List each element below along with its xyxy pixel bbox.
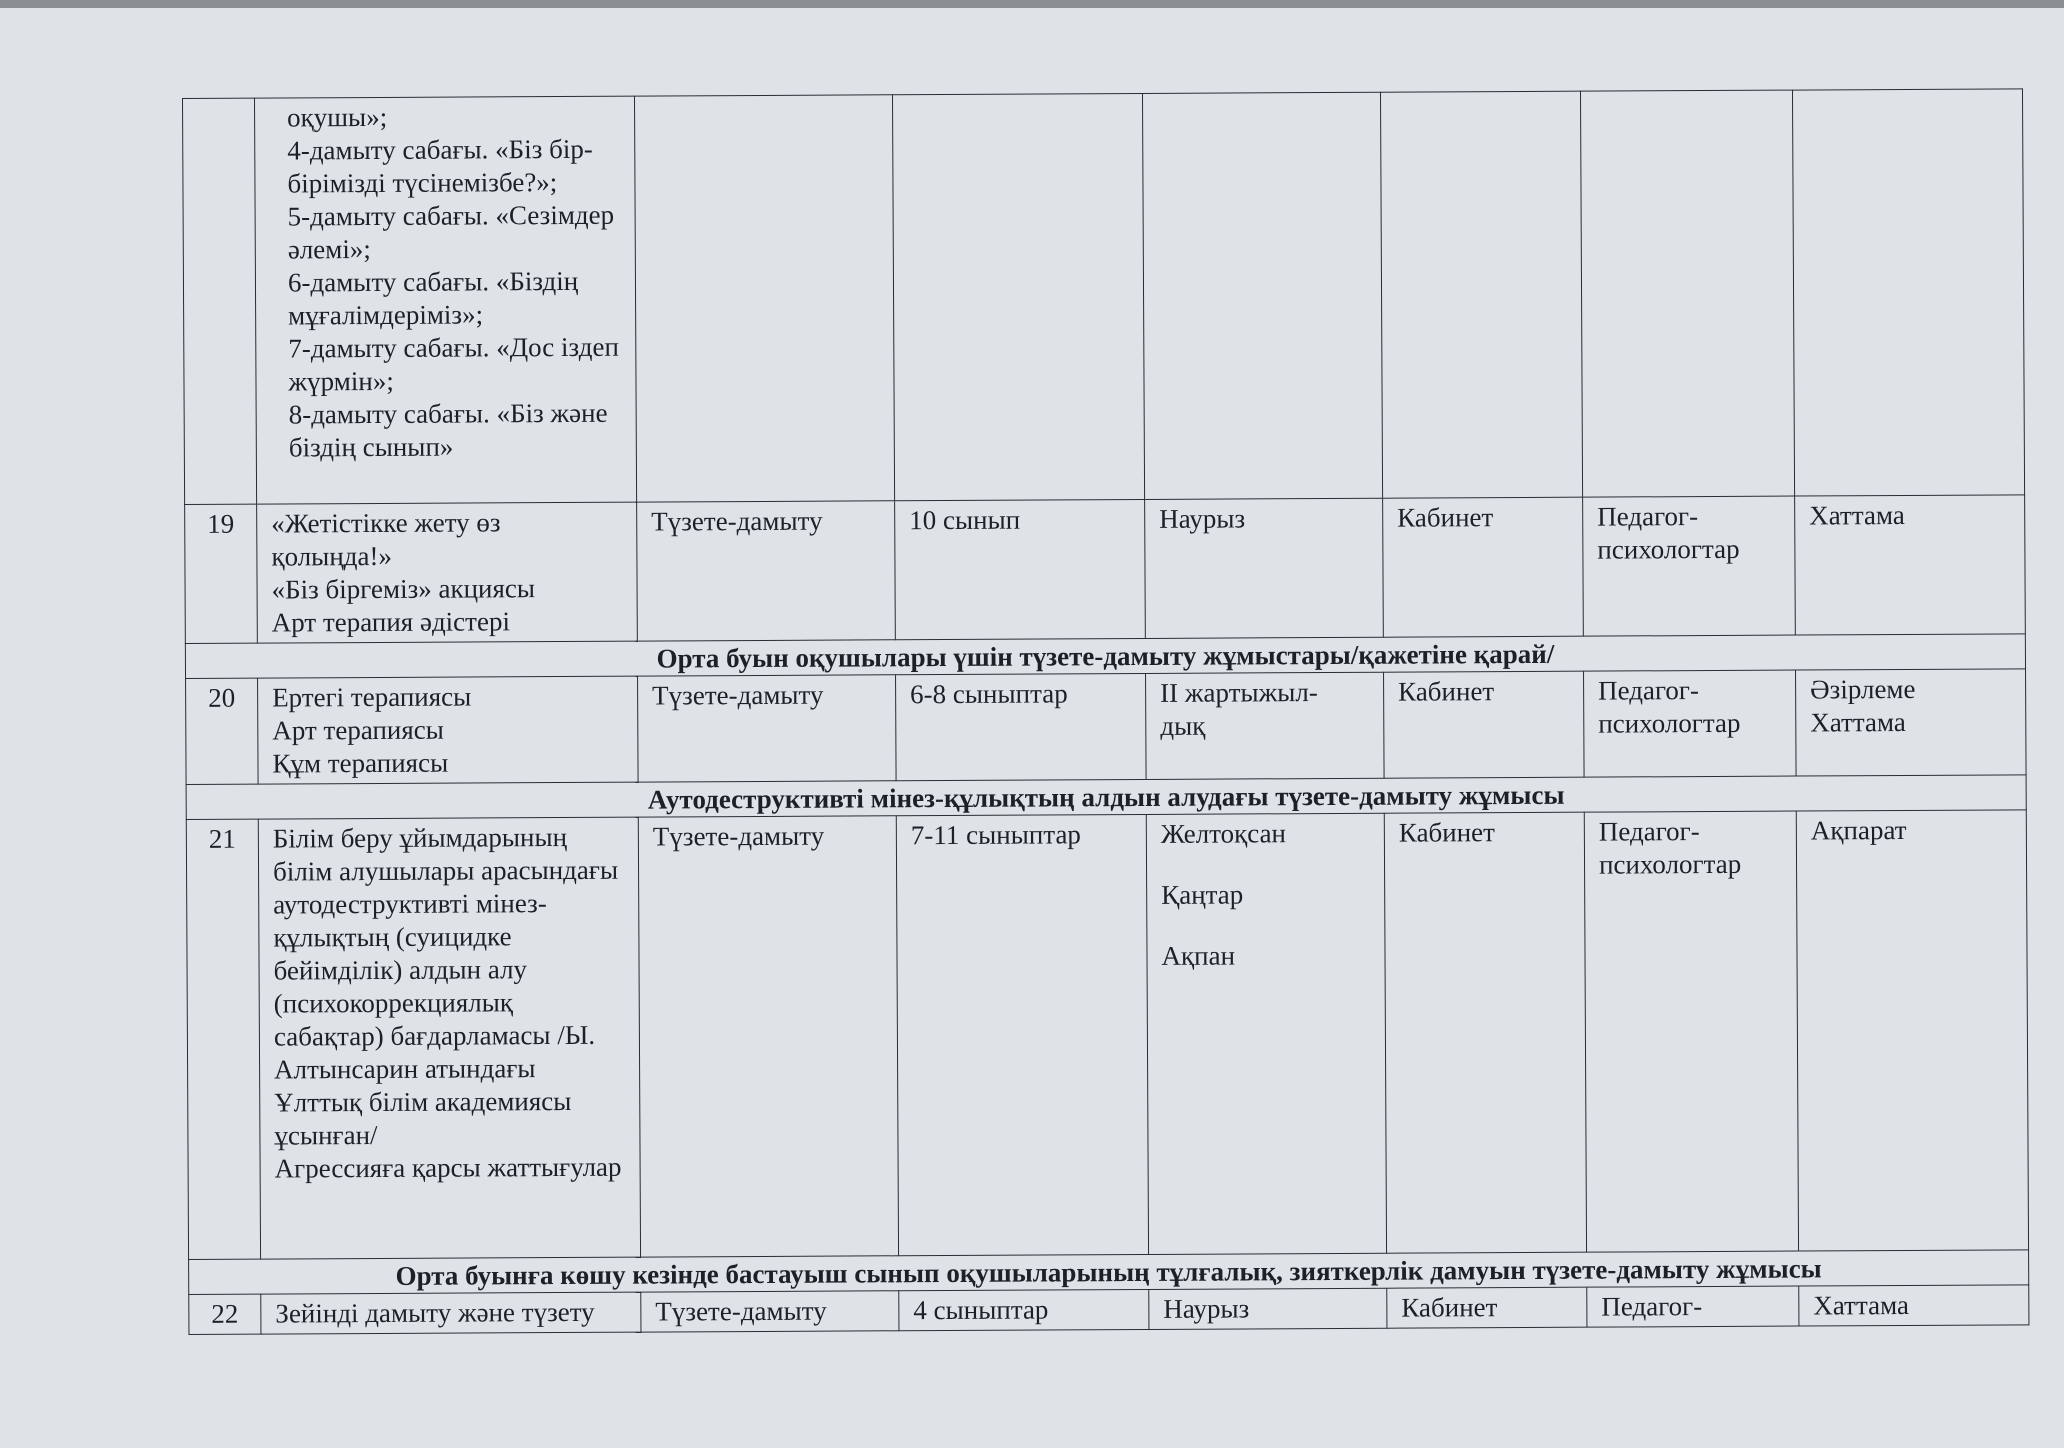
- responsible-cell: Педагог- психологтар: [1584, 670, 1797, 777]
- period-item: Желтоқсан: [1160, 818, 1287, 849]
- type-cell: [634, 95, 894, 502]
- section-heading: Аутодеструктивті мінез-құлықтың алдын алудағы түзете-дамыту жұмысы: [186, 775, 2026, 820]
- table-row: [186, 669, 2027, 785]
- period-cell: ІІ жартыжыл- дық: [1146, 672, 1385, 779]
- result-cell: Ақпарат: [1796, 810, 2028, 1251]
- result-cell: [1792, 89, 2024, 496]
- participants-cell: [892, 93, 1144, 500]
- place-cell: Кабинет: [1383, 497, 1584, 637]
- plan-table: [182, 88, 2029, 1335]
- table-row: [186, 810, 2028, 1260]
- place-cell: Кабинет: [1387, 1287, 1587, 1328]
- content-cell: Зейінді дамыту және түзету: [261, 1292, 641, 1334]
- section-heading: Орта буын оқушылары үшін түзете-дамыту жұмыстары/қажетіне қарай/: [185, 634, 2025, 679]
- table-row: [185, 495, 2026, 644]
- row-number-cell: 19: [185, 504, 258, 643]
- type-cell: Түзете-дамыту: [637, 501, 896, 641]
- table-row: [183, 89, 2025, 505]
- responsible-cell: Педагог- психологтар: [1584, 811, 1798, 1252]
- period-item: Ақпан: [1161, 940, 1236, 971]
- place-cell: Кабинет: [1384, 812, 1586, 1253]
- result-cell: Хаттама: [1795, 495, 2026, 635]
- type-cell: Түзете-дамыту: [638, 675, 897, 782]
- period-cell: Наурыз: [1145, 498, 1384, 638]
- content-cell: оқушы»; 4-дамыту сабағы. «Біз бір-бірімізді түсінемізбе?»; 5-дамыту сабағы. «Сезімдер әлемі»; 6-дамыту сабағы. «Біздің мұғалімдеріміз»; 7-дамыту сабағы. «Дос іздеп жүрмін»; 8-дамыту сабағы. «Біз және біздің сынып»: [255, 96, 637, 504]
- result-cell: Хаттама: [1799, 1285, 2029, 1326]
- responsible-cell: Педагог-: [1587, 1286, 1799, 1327]
- result-cell: Әзірлеме Хаттама: [1796, 669, 2027, 776]
- period-cell: [1146, 813, 1386, 1254]
- content-cell: Ертегі терапиясы Арт терапиясы Құм терапиясы: [258, 676, 639, 784]
- place-cell: [1380, 91, 1582, 498]
- responsible-cell: Педагог- психологтар: [1583, 496, 1796, 636]
- participants-cell: 7-11 сыныптар: [896, 814, 1148, 1255]
- period-item: Қаңтар: [1161, 879, 1244, 910]
- type-cell: Түзете-дамыту: [641, 1291, 899, 1332]
- participants-cell: 6-8 сыныптар: [896, 673, 1147, 780]
- type-cell: Түзете-дамыту: [638, 816, 898, 1257]
- responsible-cell: [1580, 90, 1794, 497]
- section-heading: Орта буынға көшу кезінде бастауыш сынып оқушыларының тұлғалық, зияткерлік дамуын түзете-дамыту жұмысы: [189, 1250, 2029, 1295]
- row-number-cell: 21: [186, 819, 260, 1259]
- period-cell: Наурыз: [1149, 1288, 1387, 1329]
- row-number-cell: 22: [189, 1294, 261, 1334]
- participants-cell: 10 сынып: [895, 499, 1146, 639]
- row-number-cell: 20: [186, 678, 259, 784]
- period-cell: [1142, 92, 1382, 499]
- row-number-cell: [183, 98, 257, 504]
- participants-cell: 4 сыныптар: [899, 1289, 1149, 1330]
- content-cell: Білім беру ұйымдарының білім алушылары арасындағы аутодеструктивті мінез-құлықтың (суицидке бейімділік) алдын алу (психокоррекциялық сабақтар) бағдарламасы /Ы. Алтынсарин атындағы Ұлттық білім академиясы ұсынған/ Агрессияға қарсы жаттығулар: [258, 817, 640, 1259]
- place-cell: Кабинет: [1384, 671, 1585, 778]
- content-cell: «Жетістікке жету өз қолыңда!» «Біз біргеміз» акциясы Арт терапия әдістері: [257, 502, 638, 643]
